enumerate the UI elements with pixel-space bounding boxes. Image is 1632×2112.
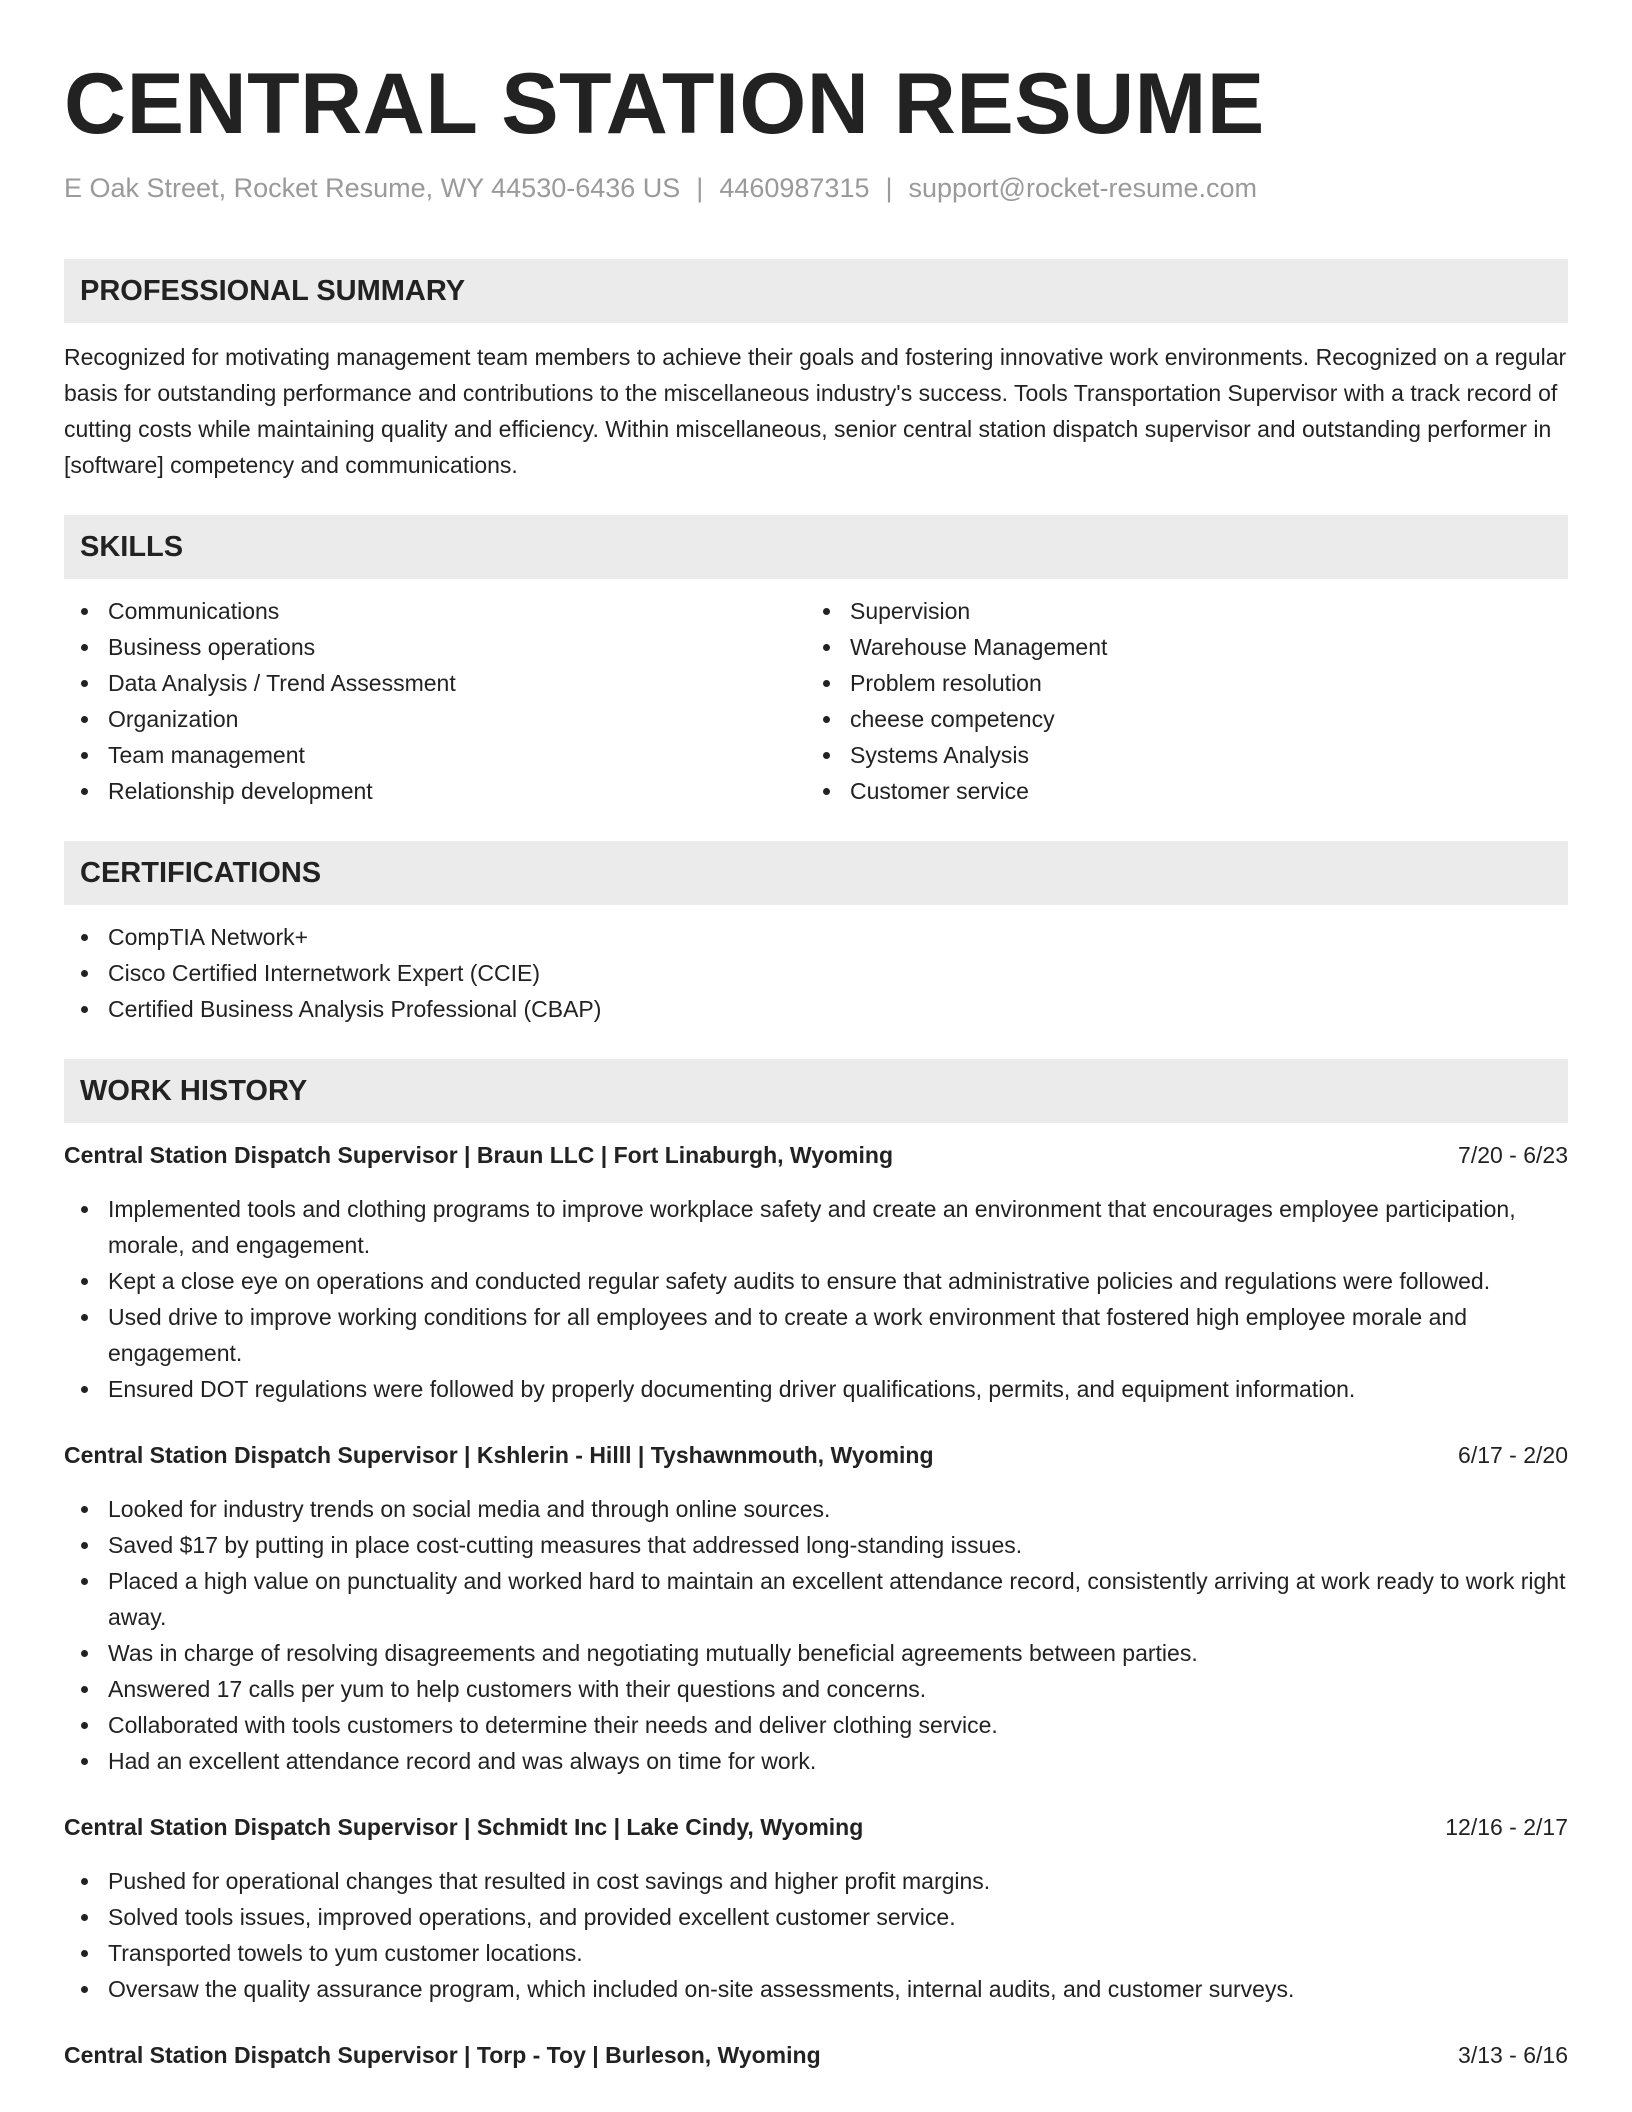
job-bullets (64, 1191, 1568, 1407)
skill-item: Systems Analysis (806, 737, 1548, 773)
job-bullet: Pushed for operational changes that resulted in cost savings and higher profit margins. (64, 1863, 1568, 1899)
job-dates: 3/13 - 6/16 (1458, 2042, 1568, 2068)
section-heading-summary: PROFESSIONAL SUMMARY (64, 259, 1568, 323)
contact-line (64, 170, 1568, 206)
job-bullets (64, 1491, 1568, 1779)
summary-text: Recognized for motivating management team members to achieve their goals and fostering innovative work environments. Recognized on a regular basis for outstanding performance and contributions to the miscellaneous industry's success. Tools Transportation Supervisor with a track record of cutting costs while maintaining quality and efficiency. Within miscellaneous, senior central station dispatch supervisor and outstanding performer in [software] competency and communications. (64, 344, 1567, 478)
job-bullet: Solved tools issues, improved operations, and provided excellent customer service. (64, 1899, 1568, 1935)
job-entry (64, 2037, 1568, 2073)
job-dates: 12/16 - 2/17 (1445, 1814, 1568, 1840)
job-bullet: Placed a high value on punctuality and worked hard to maintain an excellent attendance record, consistently arriving at work ready to work right away. (64, 1563, 1568, 1635)
certifications-list (64, 919, 1568, 1027)
job-bullet: Was in charge of resolving disagreements and negotiating mutually beneficial agreements between parties. (64, 1635, 1568, 1671)
skill-item: Warehouse Management (806, 629, 1548, 665)
skill-item: Customer service (806, 773, 1548, 809)
job-title: Central Station Dispatch Supervisor | Kshlerin - Hilll | Tyshawnmouth, Wyoming (64, 1442, 934, 1468)
job-bullet: Had an excellent attendance record and was always on time for work. (64, 1743, 1568, 1779)
contact-email[interactable]: support@rocket-resume.com (908, 173, 1258, 203)
contact-phone: 4460987315 (719, 173, 870, 203)
section-heading-certifications: CERTIFICATIONS (64, 841, 1568, 905)
job-entry (64, 1437, 1568, 1779)
job-title: Central Station Dispatch Supervisor | Schmidt Inc | Lake Cindy, Wyoming (64, 1814, 864, 1840)
job-header (64, 2037, 1568, 2073)
job-bullets (64, 1863, 1568, 2007)
skill-item: Business operations (64, 629, 806, 665)
contact-address: E Oak Street, Rocket Resume, WY 44530-6436 US (64, 173, 681, 203)
section-heading-skills: SKILLS (64, 515, 1568, 579)
job-dates: 6/17 - 2/20 (1458, 1442, 1568, 1468)
skills-list-left (64, 593, 806, 809)
skills-list-right (806, 593, 1548, 809)
job-bullet: Looked for industry trends on social media and through online sources. (64, 1491, 1568, 1527)
job-bullet: Oversaw the quality assurance program, which included on-site assessments, internal audits, and customer surveys. (64, 1971, 1568, 2007)
skill-item: Data Analysis / Trend Assessment (64, 665, 806, 701)
contact-separator: | (696, 173, 704, 203)
skill-item: Problem resolution (806, 665, 1548, 701)
job-bullet: Transported towels to yum customer locations. (64, 1935, 1568, 1971)
contact-separator: | (885, 173, 893, 203)
skill-item: Team management (64, 737, 806, 773)
skill-item: Relationship development (64, 773, 806, 809)
job-header (64, 1809, 1568, 1845)
certification-item: Cisco Certified Internetwork Expert (CCIE) (64, 955, 1568, 991)
job-bullet: Collaborated with tools customers to determine their needs and deliver clothing service. (64, 1707, 1568, 1743)
resume-name: CENTRAL STATION RESUME (64, 56, 1265, 152)
job-bullet: Answered 17 calls per yum to help customers with their questions and concerns. (64, 1671, 1568, 1707)
job-header (64, 1437, 1568, 1473)
job-bullet: Used drive to improve working conditions for all employees and to create a work environment that fostered high employee morale and engagement. (64, 1299, 1568, 1371)
job-entry (64, 1137, 1568, 1407)
skills-grid (64, 593, 1568, 809)
skill-item: Communications (64, 593, 806, 629)
job-bullet: Kept a close eye on operations and conducted regular safety audits to ensure that administrative policies and regulations were followed. (64, 1263, 1568, 1299)
job-bullet: Saved $17 by putting in place cost-cutting measures that addressed long-standing issues. (64, 1527, 1568, 1563)
job-bullet: Ensured DOT regulations were followed by properly documenting driver qualifications, permits, and equipment information. (64, 1371, 1568, 1407)
job-dates: 7/20 - 6/23 (1458, 1142, 1568, 1168)
section-heading-work-history: WORK HISTORY (64, 1059, 1568, 1123)
skill-item: Supervision (806, 593, 1548, 629)
job-bullet: Implemented tools and clothing programs to improve workplace safety and create an environment that encourages employee participation, morale, and engagement. (64, 1191, 1568, 1263)
skill-item: cheese competency (806, 701, 1548, 737)
job-header (64, 1137, 1568, 1173)
resume-page (64, 0, 1568, 2073)
job-title: Central Station Dispatch Supervisor | Torp - Toy | Burleson, Wyoming (64, 2042, 821, 2068)
job-title: Central Station Dispatch Supervisor | Braun LLC | Fort Linaburgh, Wyoming (64, 1142, 893, 1168)
certification-item: Certified Business Analysis Professional (CBAP) (64, 991, 1568, 1027)
skill-item: Organization (64, 701, 806, 737)
job-entry (64, 1809, 1568, 2007)
certification-item: CompTIA Network+ (64, 919, 1568, 955)
